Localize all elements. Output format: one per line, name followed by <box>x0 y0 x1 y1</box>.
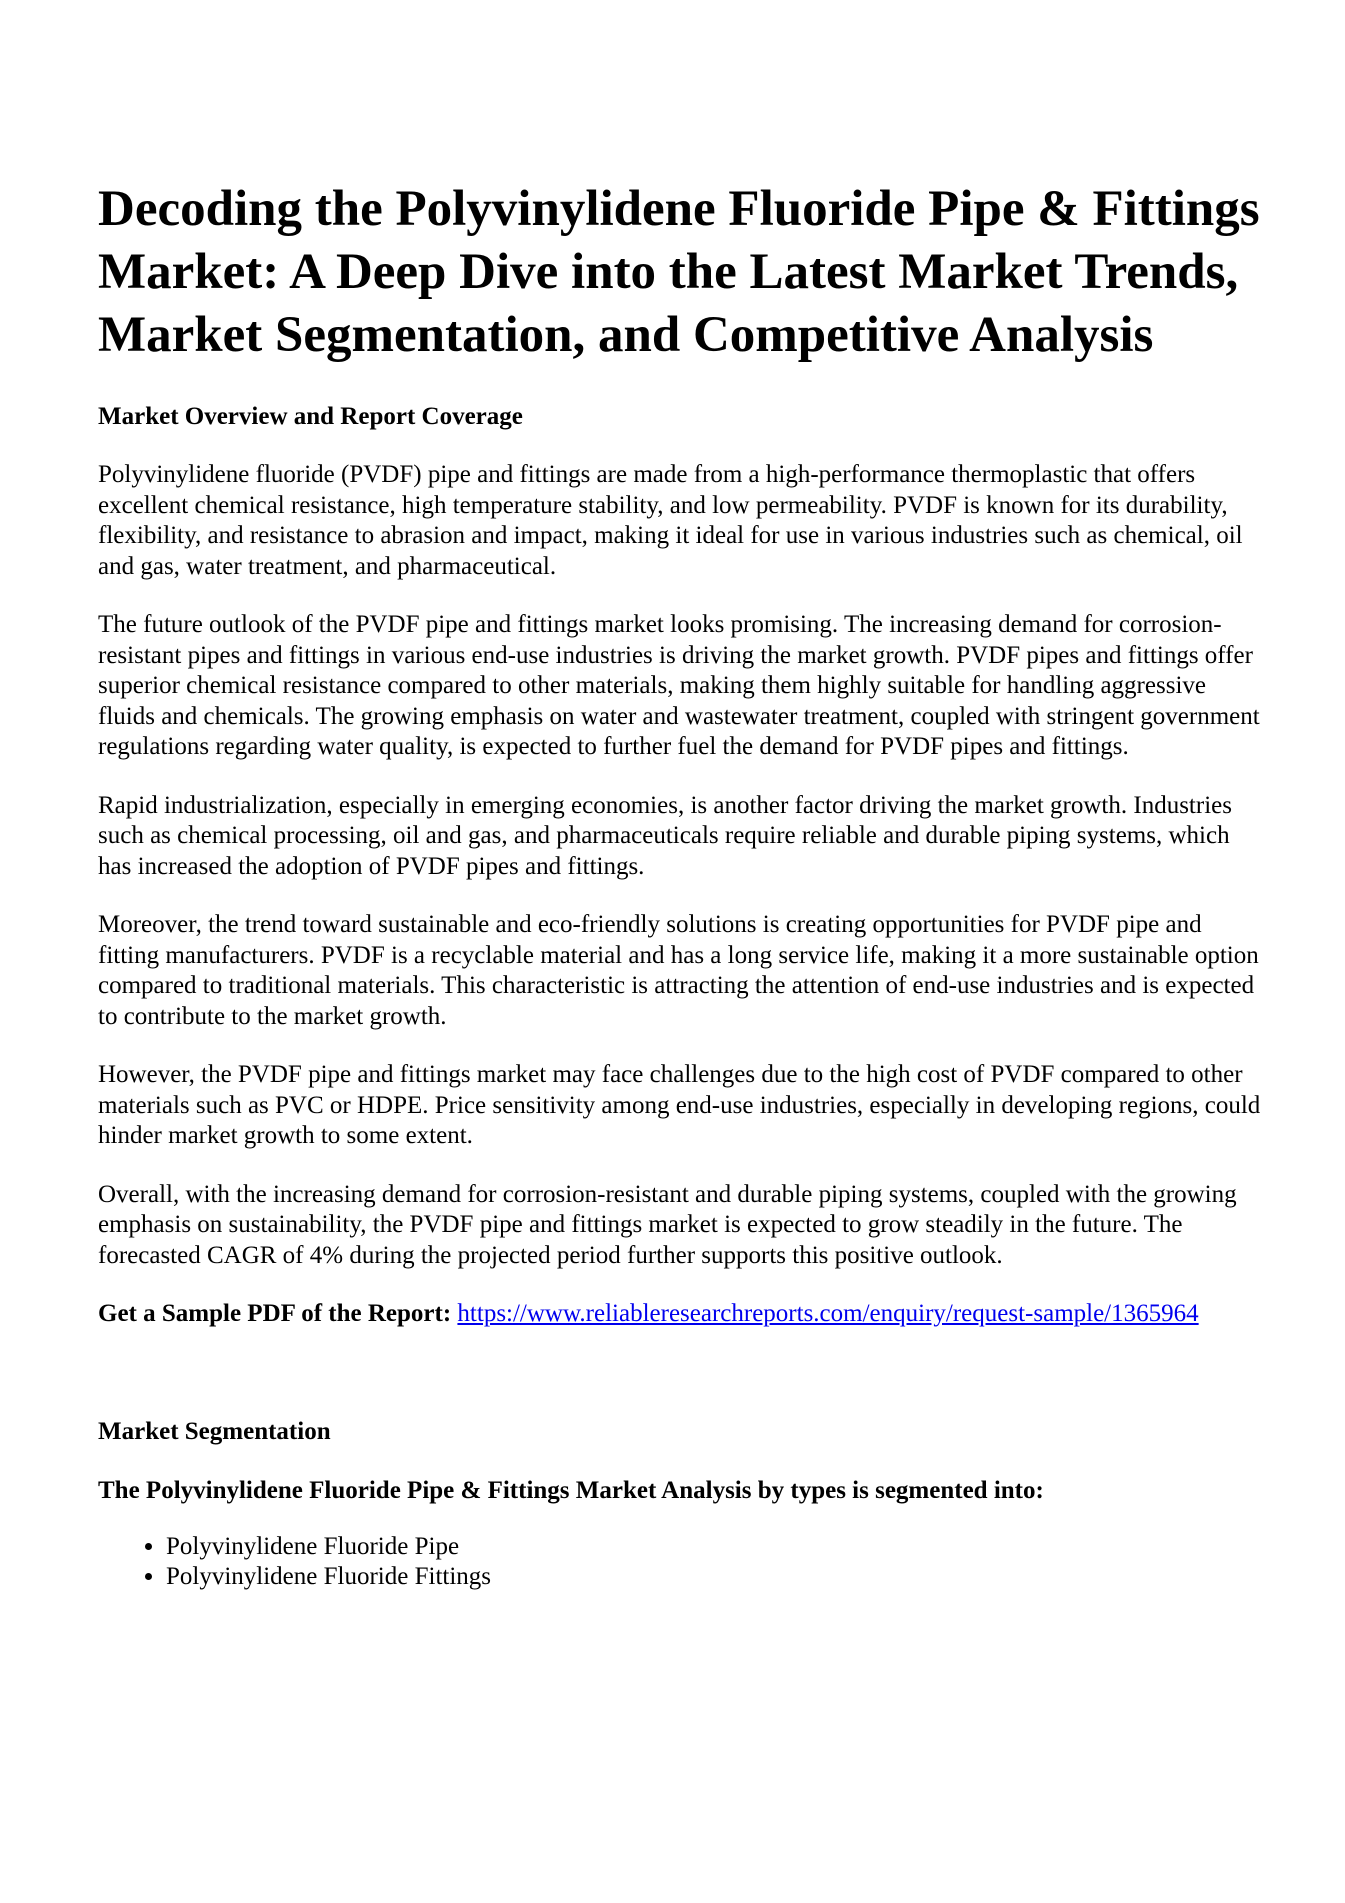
overview-paragraph-2: The future outlook of the PVDF pipe and fittings market looks promising. The increasing demand for corrosion-resistant pipes and fittings in various end-use industries is driving the market growth. PVDF pipes and fittings offer superior chemical resistance compared to other materials, making them highly suitable for handling aggressive fluids and chemicals. The growing emphasis on water and wastewater treatment, coupled with stringent government regulations regarding water quality, is expected to further fuel the demand for PVDF pipes and fittings. <box>98 611 1260 760</box>
overview-paragraph-4: Moreover, the trend toward sustainable and eco-friendly solutions is creating opportunities for PVDF pipe and fitting manufacturers. PVDF is a recyclable material and has a long service life, making it a more sustainable option compared to traditional materials. This characteristic is attracting the attention of end-use industries and is expected to contribute to the market growth. <box>98 911 1259 1030</box>
overview-paragraph-5: However, the PVDF pipe and fittings market may face challenges due to the high cost of PVDF compared to other materials such as PVC or HDPE. Price sensitivity among end-use industries, especially in developing regions, could hinder market growth to some extent. <box>98 1061 1261 1149</box>
section-spacer <box>98 1330 1268 1416</box>
sample-pdf-label: Get a Sample PDF of the Report: <box>98 1300 452 1327</box>
section-heading-overview: Market Overview and Report Coverage <box>98 403 523 430</box>
overview-paragraph-6: Overall, with the increasing demand for corrosion-resistant and durable piping systems, coupled with the growing emphasis on sustainability, the PVDF pipe and fittings market is expected to grow steadily in the future. The forecasted CAGR of 4% during the projected period further supports this positive outlook. <box>98 1180 1237 1269</box>
overview-paragraph-1: Polyvinylidene fluoride (PVDF) pipe and fittings are made from a high-performance thermoplastic that offers excellent chemical resistance, high temperature stability, and low permeability. PVDF is known for its durability, flexibility, and resistance to abrasion and impact, making it ideal for use in various industries such as chemical, oil and gas, water treatment, and pharmaceutical. <box>98 461 1243 580</box>
page-title: Decoding the Polyvinylidene Fluoride Pipe & Fittings Market: A Deep Dive into the Latest Market Trends, Market Segmentation, and Competitive Analysis <box>98 181 1260 363</box>
types-heading: The Polyvinylidene Fluoride Pipe & Fittings Market Analysis by types is segmented into: <box>98 1476 1044 1504</box>
list-item: • Polyvinylidene Fluoride Fittings <box>166 1562 1268 1593</box>
sample-pdf-link[interactable]: https://www.reliableresearchreports.com/enquiry/request-sample/1365964 <box>457 1300 1199 1327</box>
overview-paragraph-3: Rapid industrialization, especially in emerging economies, is another factor driving the market growth. Industries such as chemical processing, oil and gas, and pharmaceuticals require reliable and durable piping systems, which has increased the adoption of PVDF pipes and fittings. <box>98 791 1232 880</box>
document-page <box>98 178 1268 1593</box>
section-heading-segmentation: Market Segmentation <box>98 1417 331 1445</box>
types-list <box>98 1532 1268 1593</box>
list-item: • Polyvinylidene Fluoride Pipe <box>166 1532 1268 1563</box>
sample-pdf-line <box>98 1299 1268 1330</box>
